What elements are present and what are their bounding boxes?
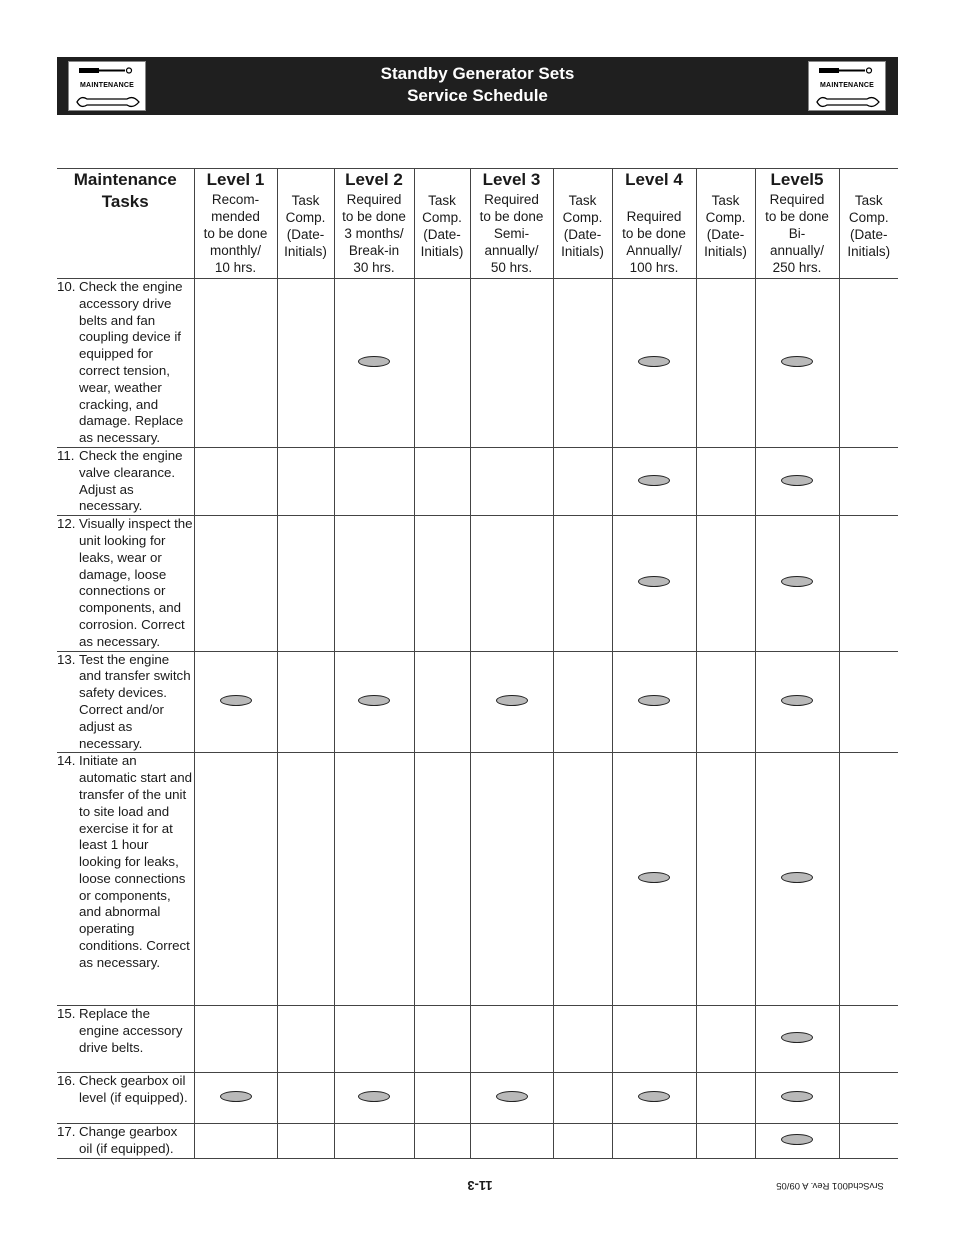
level-desc: 3 months/ [344, 226, 404, 241]
table-row [57, 516, 898, 651]
level-desc: Required [626, 209, 682, 224]
required-marker-icon [781, 356, 813, 367]
level-3-cell [470, 516, 553, 651]
level-desc: Required [346, 192, 402, 207]
task-comp-text: Comp. [848, 210, 889, 225]
level-title: Level 3 [482, 170, 541, 189]
task-text: Test the engine and transfer switch safety devices. Correct and/or adjust as necessary. [79, 651, 191, 751]
task-number: 10. [57, 279, 76, 294]
required-marker-icon [496, 1091, 528, 1102]
maintenance-logo-right [808, 61, 886, 111]
level-desc: Required [484, 192, 539, 207]
task-comp-text: Initials) [420, 244, 464, 259]
task-comp-cell[interactable] [277, 651, 334, 753]
required-marker-icon [638, 475, 670, 486]
task-comp-text: Comp. [705, 210, 746, 225]
task-comp-cell[interactable] [839, 1073, 898, 1124]
task-comp-cell[interactable] [553, 1006, 612, 1073]
level-desc: 30 hrs. [353, 260, 395, 275]
level-5-cell [755, 1073, 839, 1124]
task-comp-cell[interactable] [553, 447, 612, 515]
required-marker-icon [638, 576, 670, 587]
task-comp-cell[interactable] [696, 651, 755, 753]
level-3-cell [470, 447, 553, 515]
task-comp-header [277, 169, 334, 279]
level-4-cell [612, 447, 696, 515]
table-row [57, 651, 898, 753]
required-marker-icon [638, 356, 670, 367]
level-4-cell [612, 279, 696, 448]
level-desc: Recom- [211, 192, 260, 207]
task-cell [57, 516, 194, 651]
level-title: Level 1 [206, 170, 265, 189]
task-cell [57, 753, 194, 1006]
required-marker-icon [781, 1032, 813, 1043]
task-comp-cell[interactable] [553, 279, 612, 448]
level-desc: Semi- [493, 226, 530, 241]
level-5-cell [755, 516, 839, 651]
task-comp-cell[interactable] [277, 753, 334, 1006]
level-desc: to be done [765, 209, 829, 224]
required-marker-icon [496, 695, 528, 706]
table-row [57, 1124, 898, 1159]
level-desc: 100 hrs. [629, 260, 679, 275]
task-comp-cell[interactable] [277, 279, 334, 448]
level-2-cell [334, 1124, 414, 1159]
task-comp-text: Initials) [704, 244, 747, 259]
task-cell [57, 279, 194, 448]
page-number: 11-3 [467, 1178, 493, 1193]
level-5-cell [755, 279, 839, 448]
level-2-cell [334, 1006, 414, 1073]
task-comp-text: (Date- [849, 227, 888, 242]
task-number: 12. [57, 516, 76, 532]
required-marker-icon [358, 356, 390, 367]
task-comp-cell[interactable] [553, 516, 612, 651]
logo-label: MAINTENANCE [80, 82, 134, 89]
task-cell [57, 1006, 194, 1073]
level-desc: annually/ [484, 243, 539, 258]
task-comp-header [839, 169, 898, 279]
task-comp-text: Initials) [847, 244, 891, 259]
task-comp-cell[interactable] [696, 1124, 755, 1159]
task-comp-header [696, 169, 755, 279]
level-desc: to be done [479, 209, 544, 224]
level-1-cell [194, 447, 277, 515]
task-number: 11. [57, 447, 75, 463]
level-2-cell [334, 1073, 414, 1124]
table-row [57, 279, 898, 448]
document-code: SrvSchd001 Rev. A 09/05 [776, 1180, 884, 1191]
task-number: 16. [57, 1073, 76, 1089]
table-header-row [57, 169, 898, 279]
task-number: 13. [57, 651, 76, 667]
required-marker-icon [781, 1091, 813, 1102]
task-comp-text: Comp. [422, 210, 462, 225]
task-comp-cell[interactable] [839, 447, 898, 515]
required-marker-icon [638, 1091, 670, 1102]
task-text: Replace the engine accessory drive belts. [79, 1006, 183, 1055]
level-desc: annually/ [769, 243, 825, 258]
level-2-cell [334, 753, 414, 1006]
tasks-header-line1: Maintenance [73, 170, 177, 189]
level-4-cell [612, 651, 696, 753]
level-5-header [755, 169, 839, 279]
task-comp-cell[interactable] [414, 1006, 470, 1073]
task-text: Check gearbox oil level (if equipped). [79, 1073, 188, 1106]
required-marker-icon [358, 695, 390, 706]
task-text: Check the engine valve clearance. Adjust as necessary. [79, 447, 183, 514]
task-comp-cell[interactable] [696, 516, 755, 651]
table-row [57, 753, 898, 1006]
task-text: Initiate an automatic start and transfer of the unit to site load and exercise it for at least 1 hour looking for leaks, loose connections or components, and abnormal operating conditions. Correct as necessary. [79, 753, 193, 970]
level-desc: Required [769, 192, 825, 207]
level-2-cell [334, 447, 414, 515]
task-number: 15. [57, 1006, 76, 1022]
required-marker-icon [781, 1134, 813, 1145]
task-comp-cell[interactable] [553, 753, 612, 1006]
required-marker-icon [358, 1091, 390, 1102]
level-1-cell [194, 1073, 277, 1124]
task-text: Visually inspect the unit looking for leaks, wear or damage, loose connections or components, and corrosion. Correct as necessary. [79, 516, 193, 649]
task-comp-text: Task [711, 193, 740, 208]
task-comp-cell[interactable] [277, 1073, 334, 1124]
task-comp-cell[interactable] [277, 1006, 334, 1073]
level-title: Level 2 [345, 170, 403, 189]
task-comp-text: (Date- [423, 227, 461, 242]
tasks-header [57, 169, 194, 279]
level-desc: Break-in [348, 243, 400, 258]
task-comp-cell[interactable] [277, 447, 334, 515]
level-3-cell [470, 1124, 553, 1159]
level-4-cell [612, 1006, 696, 1073]
required-marker-icon [781, 695, 813, 706]
task-comp-text: Comp. [285, 210, 326, 225]
table-row [57, 1073, 898, 1124]
level-4-cell [612, 753, 696, 1006]
table-row [57, 447, 898, 515]
level-3-cell [470, 1006, 553, 1073]
page-title-line2: Service Schedule [407, 86, 548, 105]
task-comp-text: Task [291, 193, 320, 208]
level-4-header [612, 169, 696, 279]
level-3-cell [470, 1073, 553, 1124]
task-comp-cell[interactable] [277, 1124, 334, 1159]
task-comp-cell[interactable] [696, 1006, 755, 1073]
task-comp-cell[interactable] [414, 447, 470, 515]
task-text: Change gearbox oil (if equipped). [79, 1124, 178, 1157]
task-comp-cell[interactable] [414, 516, 470, 651]
level-desc: 250 hrs. [772, 260, 822, 275]
required-marker-icon [781, 872, 813, 883]
task-comp-cell[interactable] [553, 1124, 612, 1159]
task-comp-cell[interactable] [696, 447, 755, 515]
level-3-cell [470, 753, 553, 1006]
level-desc: to be done [203, 226, 268, 241]
task-comp-cell[interactable] [839, 651, 898, 753]
level-2-cell [334, 516, 414, 651]
required-marker-icon [638, 872, 670, 883]
level-3-header [470, 169, 553, 279]
task-comp-cell[interactable] [553, 1073, 612, 1124]
level-desc: mended [211, 209, 260, 224]
task-comp-cell[interactable] [414, 1124, 470, 1159]
level-1-cell [194, 1124, 277, 1159]
task-comp-text: (Date- [706, 227, 745, 242]
task-number: 17. [57, 1124, 76, 1140]
required-marker-icon [638, 695, 670, 706]
level-desc [613, 191, 696, 208]
task-comp-text: Task [568, 193, 597, 208]
level-2-header [334, 169, 414, 279]
tasks-header-line2: Tasks [101, 192, 149, 211]
schedule-body [57, 279, 898, 1159]
level-desc: 10 hrs. [214, 260, 257, 275]
level-1-cell [194, 279, 277, 448]
level-3-cell [470, 651, 553, 753]
task-comp-cell[interactable] [696, 753, 755, 1006]
required-marker-icon [220, 695, 252, 706]
task-comp-cell[interactable] [839, 1124, 898, 1159]
task-comp-header [414, 169, 470, 279]
task-comp-text: (Date- [563, 227, 602, 242]
level-desc: to be done [342, 209, 406, 224]
level-1-cell [194, 651, 277, 753]
task-cell [57, 447, 194, 515]
task-comp-cell[interactable] [839, 1006, 898, 1073]
level-1-header [194, 169, 277, 279]
level-1-cell [194, 753, 277, 1006]
level-5-cell [755, 1006, 839, 1073]
required-marker-icon [781, 576, 813, 587]
service-schedule-table [57, 168, 898, 1159]
page-title-line1: Standby Generator Sets [380, 64, 575, 83]
task-comp-cell[interactable] [414, 753, 470, 1006]
logo-label: MAINTENANCE [820, 82, 874, 89]
task-cell [57, 1073, 194, 1124]
task-comp-text: Task [854, 193, 883, 208]
required-marker-icon [781, 475, 813, 486]
task-comp-text: Initials) [284, 244, 327, 259]
task-comp-cell[interactable] [839, 753, 898, 1006]
task-comp-cell[interactable] [414, 651, 470, 753]
task-comp-text: (Date- [286, 227, 325, 242]
level-5-cell [755, 651, 839, 753]
task-cell [57, 651, 194, 753]
level-5-cell [755, 1124, 839, 1159]
task-comp-header [553, 169, 612, 279]
task-text: Check the engine accessory drive belts and fan coupling device if equipped for correct tension, wear, weather cracking, and damage. Replace as necessary. [79, 279, 184, 446]
level-desc: Bi- [788, 226, 806, 241]
task-cell [57, 1124, 194, 1159]
level-4-cell [612, 1073, 696, 1124]
task-comp-cell[interactable] [414, 279, 470, 448]
level-5-cell [755, 447, 839, 515]
level-title: Level 4 [625, 170, 683, 189]
task-comp-cell[interactable] [839, 516, 898, 651]
level-1-cell [194, 1006, 277, 1073]
level-desc: to be done [622, 226, 686, 241]
level-2-cell [334, 279, 414, 448]
level-4-cell [612, 516, 696, 651]
level-4-cell [612, 1124, 696, 1159]
task-comp-cell[interactable] [696, 279, 755, 448]
level-desc: monthly/ [209, 243, 262, 258]
task-comp-text: Initials) [561, 244, 604, 259]
task-comp-cell[interactable] [277, 516, 334, 651]
task-comp-cell[interactable] [414, 1073, 470, 1124]
task-comp-text: Task [428, 193, 456, 208]
level-desc: Annually/ [626, 243, 682, 258]
task-comp-cell[interactable] [839, 279, 898, 448]
level-title: Level5 [770, 170, 824, 189]
task-number: 14. [57, 753, 76, 769]
table-row [57, 1006, 898, 1073]
level-1-cell [194, 516, 277, 651]
title-banner [57, 57, 898, 115]
level-3-cell [470, 279, 553, 448]
level-2-cell [334, 651, 414, 753]
task-comp-cell[interactable] [553, 651, 612, 753]
required-marker-icon [220, 1091, 252, 1102]
task-comp-cell[interactable] [696, 1073, 755, 1124]
task-comp-text: Comp. [562, 210, 603, 225]
level-5-cell [755, 753, 839, 1006]
level-desc: 50 hrs. [490, 260, 533, 275]
